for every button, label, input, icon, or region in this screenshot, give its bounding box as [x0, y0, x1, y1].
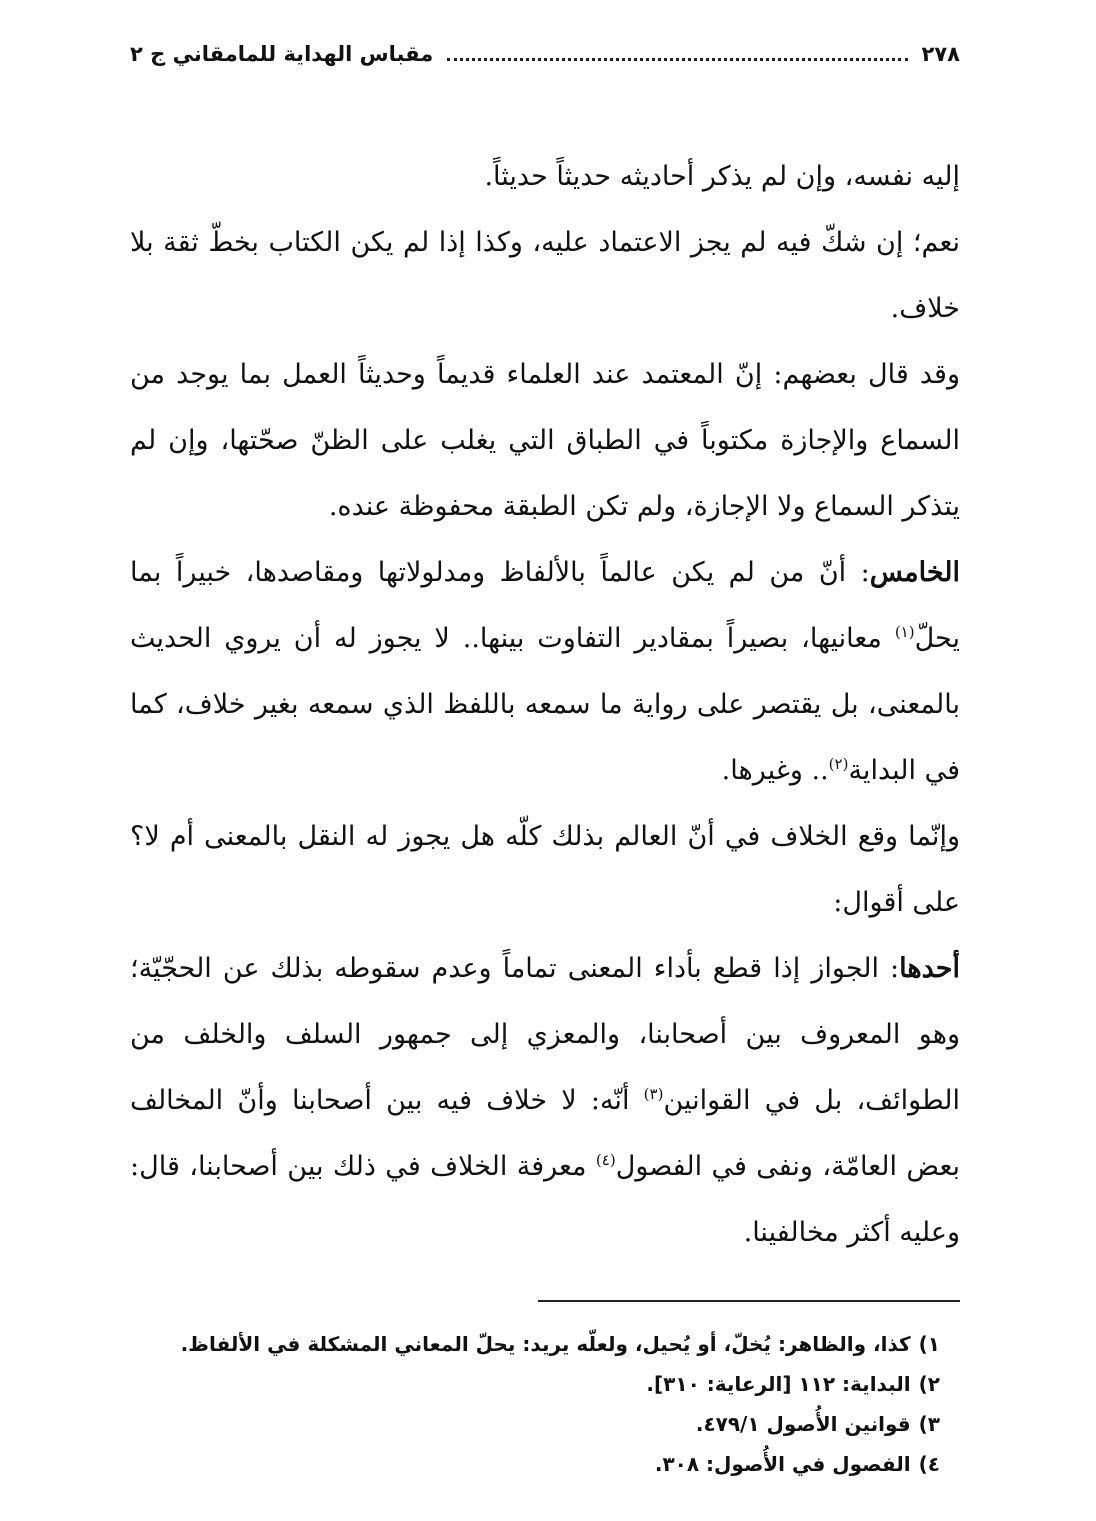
dotted-leader	[447, 48, 907, 61]
footnote-reference: (٢)	[828, 755, 849, 773]
main-text	[130, 144, 960, 1266]
section-lead-word: الخامس	[869, 557, 960, 588]
paragraph	[130, 936, 960, 1266]
page-header	[130, 34, 960, 74]
book-page	[130, 34, 960, 1484]
page-number: ٢٧٨	[921, 42, 960, 66]
footnote-text: البداية: ١١٢ [الرعاية: ٣١٠].	[646, 1372, 911, 1396]
paragraph: وقد قال بعضهم: إنّ المعتمد عند العلماء قديماً وحديثاً العمل بما يوجد من السماع والإجازة مكتوباً في الطباق التي يغلب على الظنّ صحّتها، وإن لم يتذكر السماع ولا الإجازة، ولم تكن الطبقة محفوظة عنده.	[130, 359, 960, 522]
footnote-separator	[538, 1300, 960, 1302]
footnote-reference: (١)	[894, 623, 915, 641]
footnote	[130, 1324, 960, 1364]
footnote-reference: (٤)	[595, 1151, 616, 1169]
footnote-number: ١)	[918, 1332, 940, 1356]
paragraph-text: : أنّ من لم يكن عالماً بالألفاظ ومدلولاتها ومقاصدها، خبيراً بما يحلّ	[130, 557, 960, 654]
footnote-number: ٢)	[918, 1372, 940, 1396]
paragraph-text: معرفة الخلاف في ذلك بين أصحابنا، قال: وعليه أكثر مخالفينا.	[130, 1151, 960, 1248]
paragraph: وإنّما وقع الخلاف في أنّ العالم بذلك كلّه هل يجوز له النقل بالمعنى أم لا؟ على أقوال:	[130, 821, 960, 918]
running-title: مقباس الهداية للمامقاني ج ٢	[130, 42, 434, 66]
footnote-reference: (٣)	[643, 1085, 664, 1103]
paragraph: نعم؛ إن شكّ فيه لم يجز الاعتماد عليه، وكذا إذا لم يكن الكتاب بخطّ ثقة بلا خلاف.	[130, 227, 960, 324]
footnote-number: ٤)	[918, 1452, 940, 1476]
paragraph	[130, 540, 960, 804]
footnote	[130, 1404, 960, 1444]
footnote-text: كذا، والظاهر: يُخلّ، أو يُحيل، ولعلّه يريد: يحلّ المعاني المشكلة في الألفاظ.	[180, 1332, 911, 1356]
paragraph-text: .. وغيرها.	[721, 755, 829, 786]
footnote	[130, 1444, 960, 1484]
footnote-text: قوانين الأُصول ٤٧٩/١.	[695, 1412, 911, 1436]
section-lead-word: أحدها	[899, 953, 960, 984]
paragraph-text: : الجواز إذا قطع بأداء المعنى تماماً وعدم سقوطه بذلك عن الحجّيّة؛ وهو المعروف بين أصحابنا، والمعزي إلى جمهور السلف والخلف من الطوائف، بل في القوانين	[130, 953, 960, 1116]
footnote-text: الفصول في الأُصول: ٣٠٨.	[654, 1452, 911, 1476]
footnotes	[130, 1324, 960, 1484]
paragraph-text: أنّه: لا خلاف فيه بين أصحابنا وأنّ المخالف بعض العامّة، ونفى في الفصول	[130, 1085, 961, 1182]
footnote	[130, 1364, 960, 1404]
paragraph: إليه نفسه، وإن لم يذكر أحاديثه حديثاً حديثاً.	[484, 161, 960, 192]
paragraph-text: معانيها، بصيراً بمقادير التفاوت بينها.. لا يجوز له أن يروي الحديث بالمعنى، بل يقتصر على رواية ما سمعه باللفظ الذي سمعه بغير خلاف، كما في البداية	[130, 623, 960, 786]
footnote-number: ٣)	[918, 1412, 940, 1436]
